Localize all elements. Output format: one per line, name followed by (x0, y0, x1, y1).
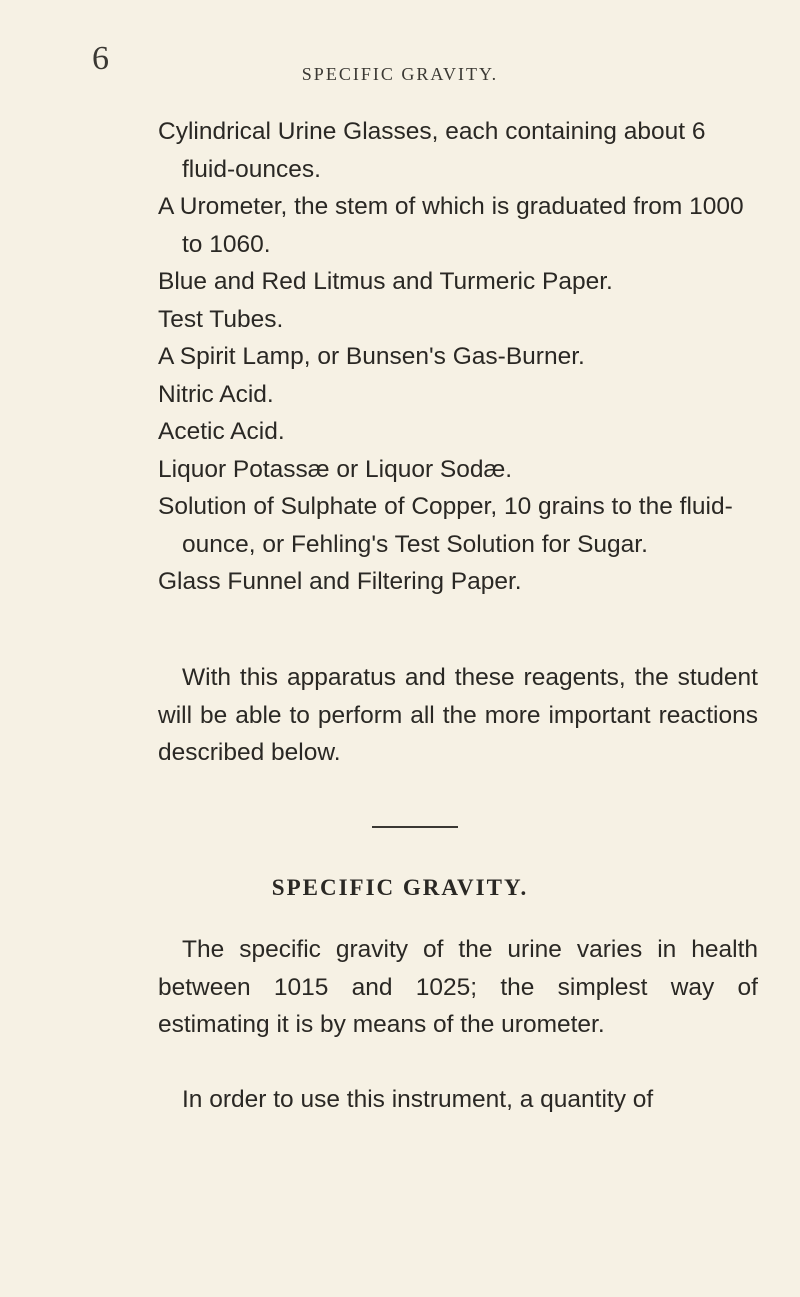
section-divider (372, 826, 458, 828)
list-item: Test Tubes. (158, 305, 284, 333)
running-head: SPECIFIC GRAVITY. (301, 64, 499, 84)
list-item: Solution of Sulphate of Copper, 10 grains to the fluid-ounce, or Fehling's Test Solution for Sugar. (158, 493, 733, 558)
apparatus-list (158, 113, 758, 601)
intro-paragraph: With this apparatus and these reagents, the student will be able to perform all the more important reactions described below. (158, 664, 758, 766)
list-item: A Spirit Lamp, or Bunsen's Gas-Burner. (158, 343, 585, 370)
list-item: Acetic Acid. (158, 418, 285, 445)
page-number: 6 (92, 40, 109, 77)
list-item: A Urometer, the stem of which is graduated from 1000 to 1060. (158, 193, 744, 258)
list-item: Cylindrical Urine Glasses, each containing about 6 fluid-ounces. (158, 118, 706, 183)
list-item: Glass Funnel and Filtering Paper. (158, 568, 522, 595)
list-item: Nitric Acid. (158, 380, 274, 408)
list-item: Liquor Potassæ or Liquor Sodæ. (158, 455, 513, 483)
section-heading: SPECIFIC GRAVITY. (271, 875, 529, 900)
list-item: Blue and Red Litmus and Turmeric Paper. (158, 268, 613, 295)
body-paragraph: In order to use this instrument, a quantity of (182, 1086, 654, 1113)
body-paragraph: The specific gravity of the urine varies in health between 1015 and 1025; the simplest way of estimating it is by means of the urometer. (158, 936, 758, 1038)
